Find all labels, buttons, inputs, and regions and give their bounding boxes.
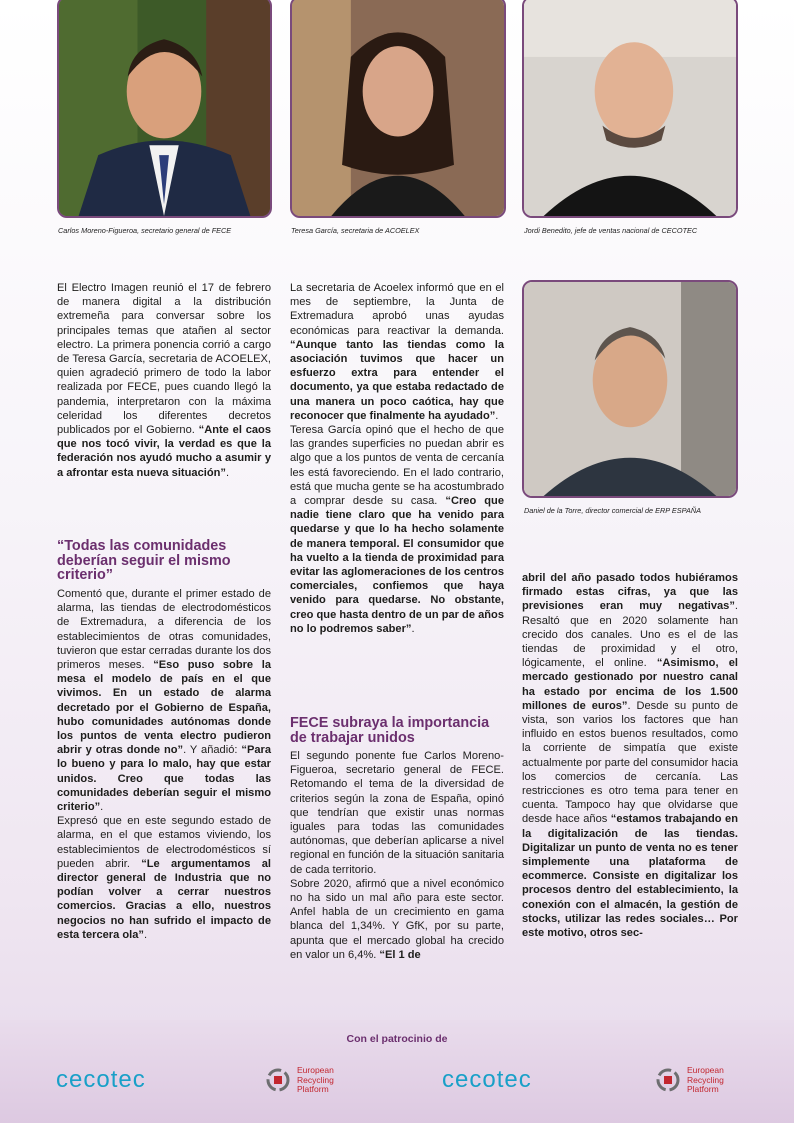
- erp-line-1: European: [687, 1065, 724, 1075]
- subheading-todas-comunidades: “Todas las comunidades deberían seguir el mismo criterio”: [57, 538, 231, 583]
- erp-line-3: Platform: [297, 1084, 329, 1094]
- erp-line-2: Recycling: [297, 1074, 334, 1085]
- erp-line-3: Platform: [687, 1084, 719, 1094]
- erp-logo-2: [655, 1066, 724, 1095]
- cecotec-logo: cecotec: [56, 1066, 146, 1093]
- cecotec-logo-2: cecotec: [442, 1066, 532, 1093]
- article-column-3: abril del año pasado todos hubiéramos firmado estas cifras, ya que las previsiones eran muy negativas”. Resaltó que en 2020 solamente han crecido dos canales. Uno es el de las tiendas de proximidad y el otro, lógicamente, el online. “Asimismo, el mercado gestionado por nuestro canal ha estado por encima de los 1.500 millones de euros”. Desde su punto de vista, son varios los factores que han influido en estos buenos resultados, como la corriente de simpatía que existe actualmente por parte del consumidor hacia los comercios de cercanía. Las restricciones es otro tema para tener en cuenta. Tampoco hay que olvidarse que desde hace años “estamos trabajando en la digitalización de las tiendas. Digitalizar un punto de venta no es tener simplemente una plataforma de ecommerce. Consiste en digitalizar los procesos dentro del establecimiento, la conexión con el almacén, la gestión de stocks, utilizar las redes sociales… Por este motivo, otros sec-: [522, 572, 738, 940]
- erp-logo: [265, 1066, 334, 1095]
- erp-line-1: European: [297, 1065, 334, 1075]
- photo-daniel-de-la-torre: [522, 280, 738, 498]
- article-column-2-top: La secretaria de Acoelex informó que en el mes de septiembre, la Junta de Extremadura aprobó unas ayudas económicas para reactivar la demanda. “Aunque tanto las tiendas como la asociación tuvimos que hacer un esfuerzo extra para entender el documento, ya que estaba redactado de una manera un poco caótica, hay que reconocer que finalmente ha ayudado”. Teresa García opinó que el hecho de que las grandes superficies no puedan abrir es algo que a los puntos de venta de cercanía les está favoreciendo. En el lado contrario, está que mucha gente se ha acostumbrado a comprar desde su casa. “Creo que nadie tiene claro que ha venido para quedarse y que lo ha hecho solamente de manera temporal. El consumidor que ha vuelto a la tienda de proximidad para evitar las aglomeraciones de los centros comerciales, confiemos que haya venido para quedarse. No obstante, creo que hasta dentro de un par de años no lo podremos saber”.: [290, 282, 504, 635]
- sponsor-label: Con el patrocinio de: [346, 1033, 448, 1045]
- article-column-1-bottom: Comentó que, durante el primer estado de alarma, las tiendas de electrodomésticos de Extremadura, a diferencia de los establecimientos de otras comunidades, tuvieron que estar cerradas durante los dos primeros meses. “Eso puso sobre la mesa el modelo de país en el que vivimos. En un estado de alarma decretado por el Gobierno de España, hubo comunidades autónomas donde los puntos de venta electro pudieron abrir y otras donde no”. Y añadió: “Para lo bueno y para lo malo, hay que estar unidos. Creo que todas las comunidades deberían seguir el mismo criterio”. Expresó que en este segundo estado de alarma, en el que estamos viviendo, los establecimientos de electrodomésticos sí pueden abrir. “Le argumentamos al director general de Industria que no podían volver a cerrar nuestros comercios. Gracias a ello, nuestros negocios no han sufrido el impacto de esta tercera ola”.: [57, 588, 271, 941]
- article-column-2-bottom: El segundo ponente fue Carlos Moreno-Figueroa, secretario general de FECE. Retomando el tema de la diversidad de criterios según la zona de España, opinó que tendrían que existir unas normas iguales para todas las comunidades autónomas, que deberían aplicarse a nivel regional en función de la situación sanitaria de cada territorio. Sobre 2020, afirmó que a nivel económico no ha sido un mal año para este sector. Anfel habla de un crecimiento en gama blanca del 1,34%. Y GfK, por su parte, apunta que el mercado global ha crecido en valor un 6,4%. “El 1 de: [290, 750, 504, 961]
- photo-caption-3: Jordi Benedito, jefe de ventas nacional de CECOTEC: [524, 226, 698, 235]
- photo-jordi-benedito: [522, 0, 738, 218]
- photo-caption-4: Daniel de la Torre, director comercial de ERP ESPAÑA: [524, 506, 701, 515]
- photo-carlos-moreno: [57, 0, 272, 218]
- recycling-icon: [265, 1067, 291, 1093]
- subheading-fece-unidos: FECE subraya la importancia de trabajar unidos: [290, 715, 490, 746]
- photo-caption-2: Teresa García, secretaria de ACOELEX: [291, 226, 420, 235]
- erp-line-2: Recycling: [687, 1074, 724, 1085]
- photo-caption-1: Carlos Moreno-Figueroa, secretario general de FECE: [58, 226, 232, 235]
- article-column-1-top: El Electro Imagen reunió el 17 de febrero de manera digital a la distribución extremeña para conversar sobre los principales temas que atañen al sector electro. La primera ponencia corrió a cargo de Teresa García, secretaria de ACOELEX, quien agradeció primero de todo la labor realizada por FECE, pues cuando llegó la pandemia, interpretaron con la máxima celeridad los diferentes decretos publicados por el Gobierno. “Ante el caos que nos tocó vivir, la verdad es que la federación nos ayudó mucho a asumir y a afrontar esta nueva situación”.: [57, 282, 272, 479]
- recycling-icon: [655, 1067, 681, 1093]
- photo-teresa-garcia: [290, 0, 506, 218]
